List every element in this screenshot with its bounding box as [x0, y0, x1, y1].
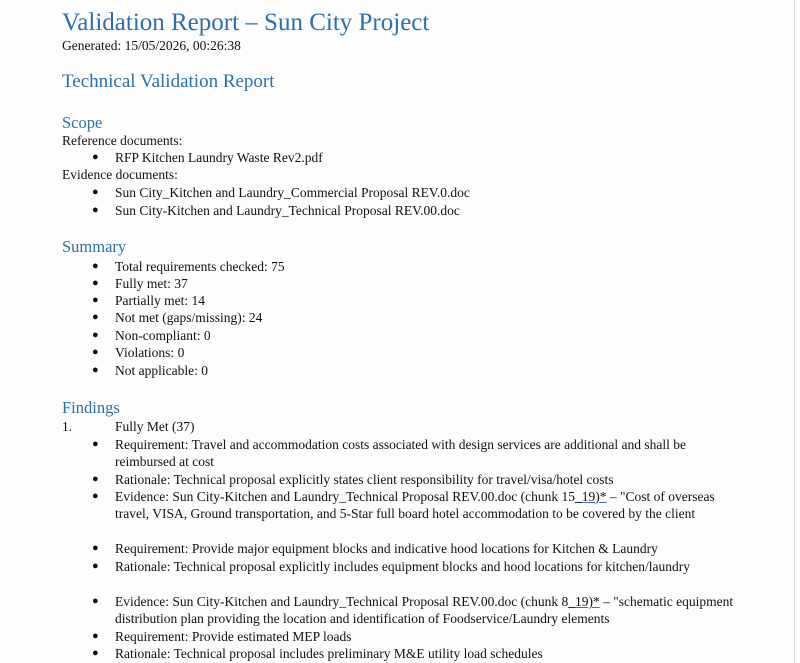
summary-item: Partially met: 14	[115, 293, 205, 308]
evidence-chunk-ref: _19)*	[568, 594, 600, 609]
bullet-icon: ●	[92, 294, 99, 306]
evidence-quote: – "Cost of overseas travel, VISA, Ground transportation, and 5-Star full board hotel accommodation to be covered by the client	[115, 489, 715, 521]
bullet-icon: ●	[92, 364, 99, 376]
bullet-icon: ●	[92, 329, 99, 341]
report-title: Validation Report – Sun City Project	[62, 9, 430, 36]
summary-item: Violations: 0	[115, 345, 185, 360]
bullet-icon: ●	[92, 186, 99, 198]
evidence-text	[115, 593, 750, 627]
bullet-icon: ●	[92, 647, 99, 659]
evidence-doc: Sun City_Kitchen and Laundry_Commercial Proposal REV.0.doc	[115, 185, 470, 200]
requirement-text: Requirement: Provide estimated MEP loads	[115, 629, 352, 644]
summary-item: Total requirements checked: 75	[115, 259, 285, 274]
bullet-icon: ●	[92, 260, 99, 272]
findings-group-label: Fully Met (37)	[115, 419, 195, 434]
requirement-text: Requirement: Provide major equipment blocks and indicative hood locations for Kitchen & Laundry	[115, 541, 658, 556]
evidence-source: Evidence: Sun City-Kitchen and Laundry_Technical Proposal REV.00.doc (chunk 8	[115, 594, 569, 609]
bullet-icon: ●	[92, 438, 99, 450]
bullet-icon: ●	[92, 630, 99, 642]
findings-heading: Findings	[62, 398, 120, 417]
evidence-text	[115, 488, 750, 522]
bullet-icon: ●	[92, 277, 99, 289]
rationale-text: Rationale: Technical proposal includes preliminary M&E utility load schedules	[115, 646, 543, 661]
evidence-label: Evidence documents:	[62, 167, 178, 182]
section-title: Technical Validation Report	[62, 71, 275, 92]
bullet-icon: ●	[92, 473, 99, 485]
evidence-quote: – "schematic equipment distribution plan providing the location and identification of Foodservice/Laundry elements	[115, 594, 734, 626]
evidence-chunk-ref: _19)*	[574, 489, 607, 504]
summary-heading: Summary	[62, 237, 127, 256]
bullet-icon: ●	[92, 490, 99, 502]
bullet-icon: ●	[92, 542, 99, 554]
evidence-doc: Sun City-Kitchen and Laundry_Technical Proposal REV.00.doc	[115, 203, 460, 218]
bullet-icon: ●	[92, 311, 99, 323]
summary-item: Not applicable: 0	[115, 363, 208, 378]
generated-timestamp: Generated: 15/05/2026, 00:26:38	[62, 38, 241, 53]
scope-heading: Scope	[62, 113, 103, 132]
evidence-source: Evidence: Sun City-Kitchen and Laundry_Technical Proposal REV.00.doc (chunk 15	[115, 489, 575, 504]
bullet-icon: ●	[92, 595, 99, 607]
rationale-text: Rationale: Technical proposal explicitly includes equipment blocks and hood locations for kitchen/laundry	[115, 559, 691, 574]
reference-label: Reference documents:	[62, 133, 183, 148]
reference-doc: RFP Kitchen Laundry Waste Rev2.pdf	[115, 150, 323, 165]
summary-item: Fully met: 37	[115, 276, 188, 291]
bullet-icon: ●	[92, 560, 99, 572]
summary-item: Not met (gaps/missing): 24	[115, 310, 263, 325]
rationale-text: Rationale: Technical proposal explicitly states client responsibility for travel/visa/hotel costs	[115, 472, 614, 487]
bullet-icon: ●	[92, 204, 99, 216]
requirement-text: Requirement: Travel and accommodation costs associated with design services are additional and shall be reimbursed at cost	[115, 437, 686, 469]
summary-item: Non-compliant: 0	[115, 328, 211, 343]
list-number: 1.	[62, 419, 73, 434]
bullet-icon: ●	[92, 346, 99, 358]
bullet-icon: ●	[92, 151, 99, 163]
